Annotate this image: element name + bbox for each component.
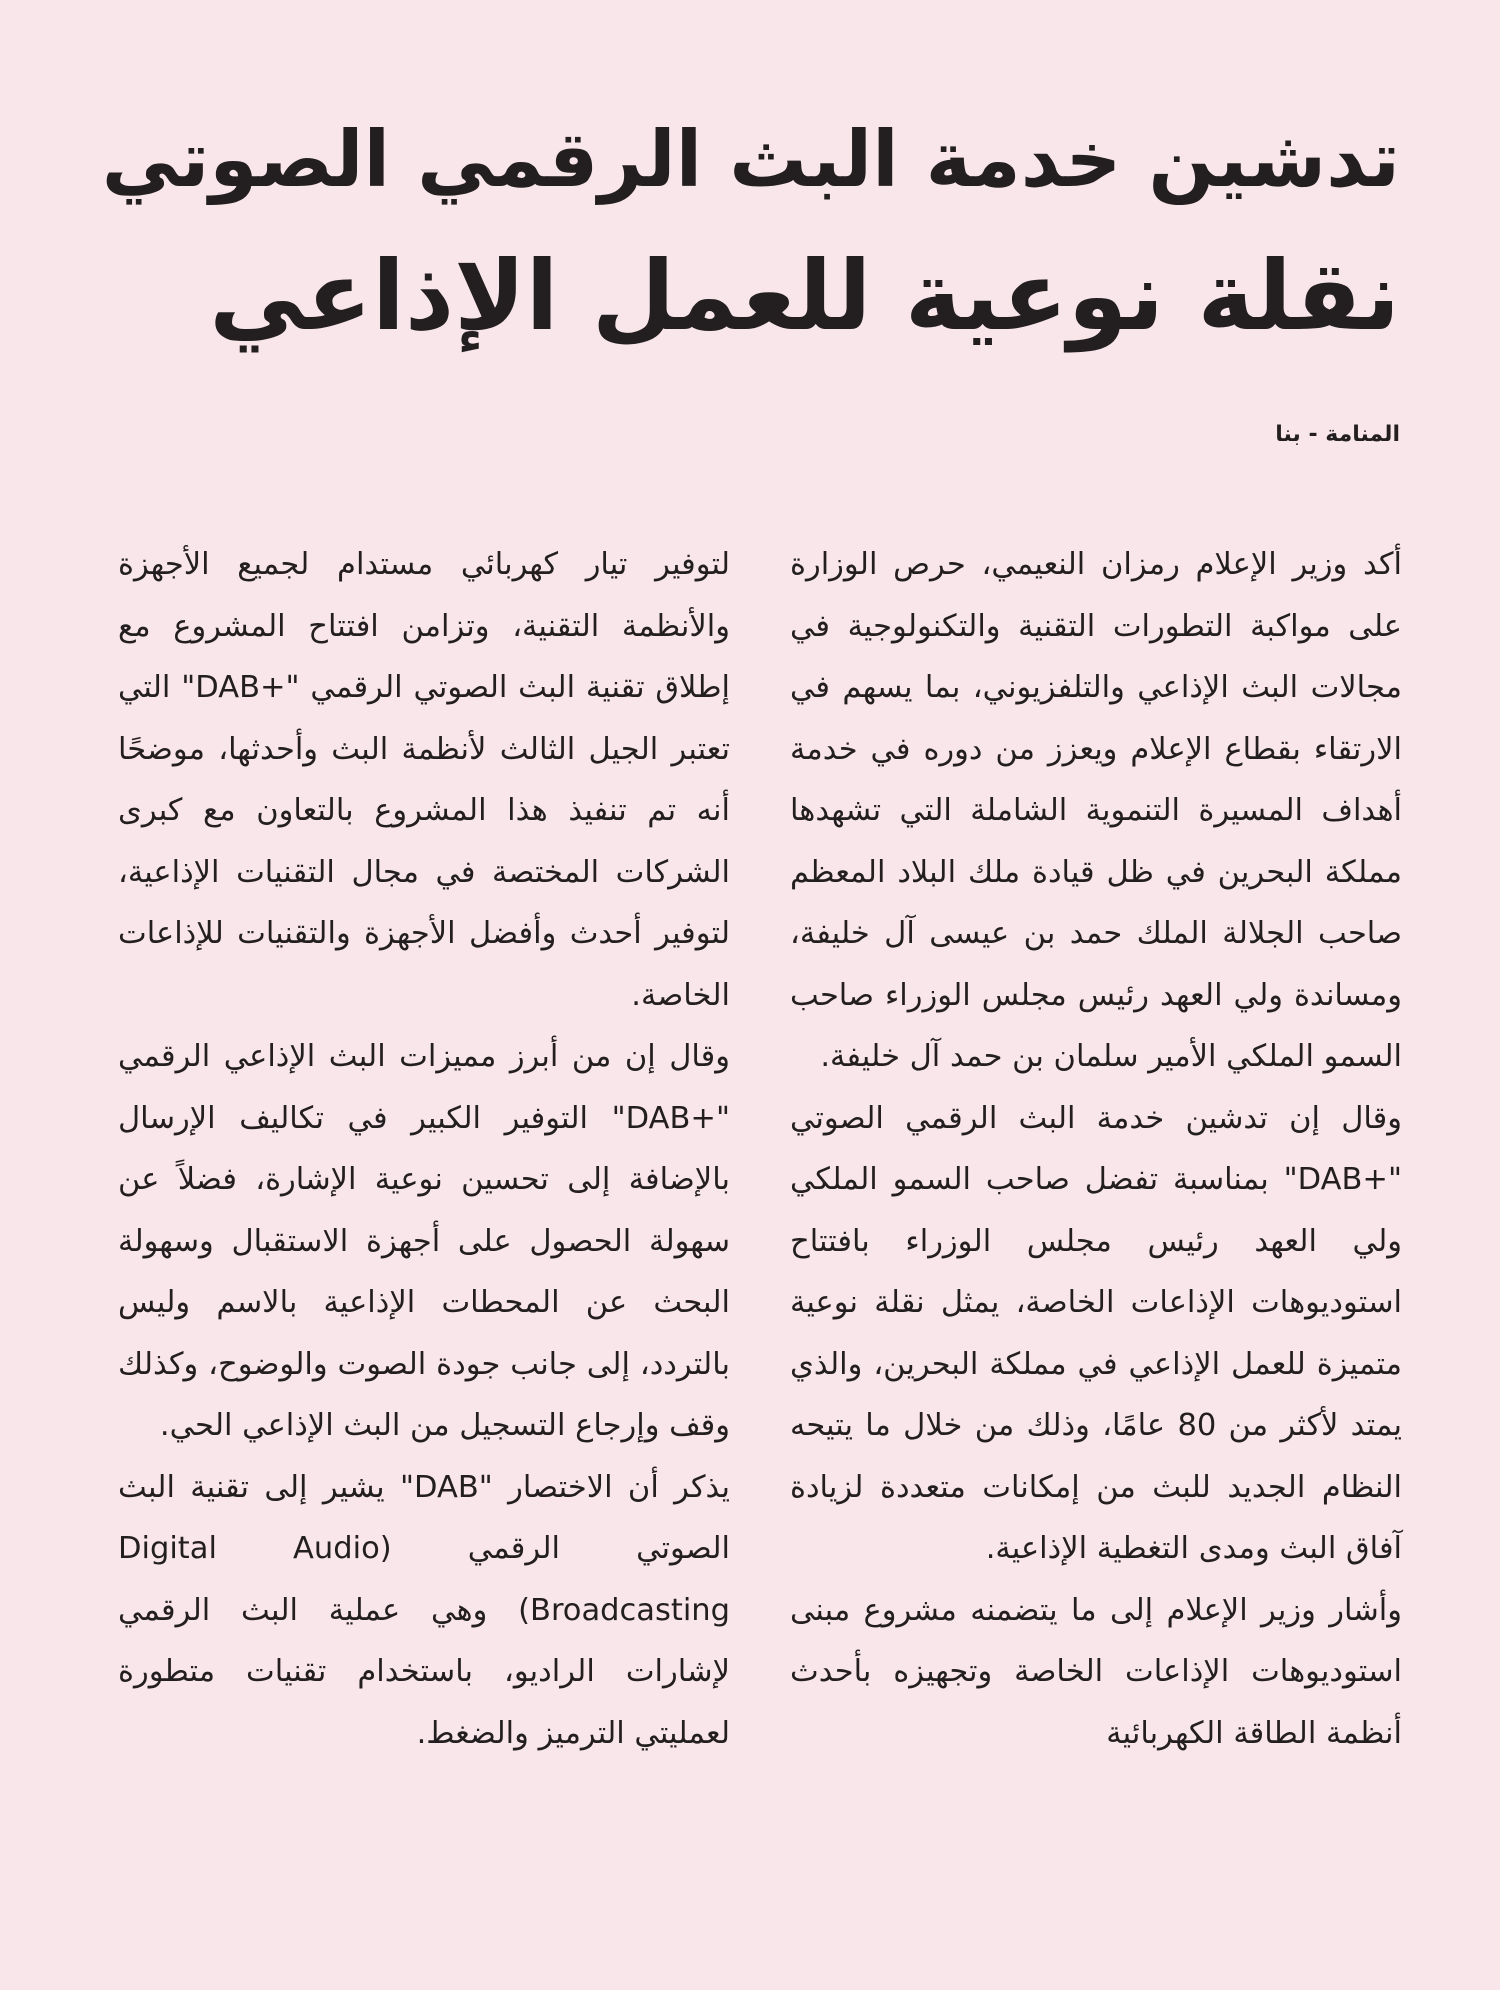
article-column-left (118, 534, 730, 1764)
headline-line-1: تدشين خدمة البث الرقمي الصوتي (101, 115, 1400, 205)
dateline: المنامة - بنا (1275, 422, 1400, 447)
article-column-right (790, 534, 1402, 1764)
paragraph-3-continued: لتوفير تيار كهربائي مستدام لجميع الأجهزة والأنظمة التقنية، وتزامن افتتاح المشروع مع إطلاق تقنية البث الصوتي الرقمي "+DAB" التي تعتبر الجيل الثالث لأنظمة البث وأحدثها، موضحًا أنه تم تنفيذ هذا المشروع بالتعاون مع كبرى الشركات المختصة في مجال التقنيات الإذاعية، لتوفير أحدث وأفضل الأجهزة والتقنيات للإذاعات الخاصة. (118, 547, 730, 1013)
paragraph-3-start: وأشار وزير الإعلام إلى ما يتضمنه مشروع مبنى استوديوهات الإذاعات الخاصة وتجهيزه بأحدث أنظمة الطاقة الكهربائية (790, 1592, 1402, 1751)
paragraph-4: وقال إن من أبرز مميزات البث الإذاعي الرقمي "+DAB" التوفير الكبير في تكاليف الإرسال بالإضافة إلى تحسين نوعية الإشارة، فضلاً عن سهولة الحصول على أجهزة الاستقبال وسهولة البحث عن المحطات الإذاعية بالاسم وليس بالتردد، إلى جانب جودة الصوت والوضوح، وكذلك وقف وإرجاع التسجيل من البث الإذاعي الحي. (118, 1039, 730, 1443)
paragraph-1: أكد وزير الإعلام رمزان النعيمي، حرص الوزارة على مواكبة التطورات التقنية والتكنولوجية في مجالات البث الإذاعي والتلفزيوني، بما يسهم في الارتقاء بقطاع الإعلام ويعزز من دوره في خدمة أهداف المسيرة التنموية الشاملة التي تشهدها مملكة البحرين في ظل قيادة ملك البلاد المعظم صاحب الجلالة الملك حمد بن عيسى آل خليفة، ومساندة ولي العهد رئيس مجلس الوزراء صاحب السمو الملكي الأمير سلمان بن حمد آل خليفة. (790, 547, 1402, 1074)
headline-line-2: نقلة نوعية للعمل الإذاعي (209, 240, 1400, 353)
article-headline (100, 100, 1400, 371)
paragraph-5: يذكر أن الاختصار "DAB" يشير إلى تقنية البث الصوتي الرقمي (Digital Audio Broadcasting) وهي عملية البث الرقمي لإشارات الراديو، باستخدام تقنيات متطورة لعمليتي الترميز والضغط. (118, 1469, 731, 1751)
paragraph-2: وقال إن تدشين خدمة البث الرقمي الصوتي "+DAB" بمناسبة تفضل صاحب السمو الملكي ولي العهد رئيس مجلس الوزراء بافتتاح استوديوهات الإذاعات الخاصة، يمثل نقلة نوعية متميزة للعمل الإذاعي في مملكة البحرين، والذي يمتد لأكثر من 80 عامًا، وذلك من خلال ما يتيحه النظام الجديد للبث من إمكانات متعددة لزيادة آفاق البث ومدى التغطية الإذاعية. (790, 1100, 1402, 1566)
